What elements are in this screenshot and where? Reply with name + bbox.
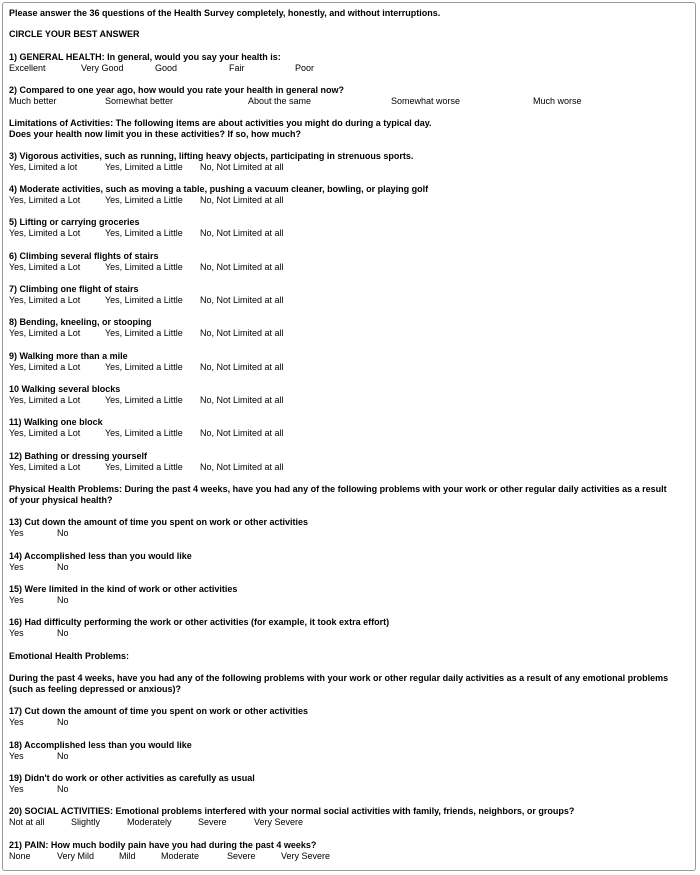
option-limited-a-lot[interactable]: Yes, Limited a Lot	[9, 395, 81, 405]
question-1: 1) GENERAL HEALTH: In general, would you say your health is:	[9, 52, 281, 62]
option-not-limited[interactable]: No, Not Limited at all	[200, 295, 284, 305]
option-excellent[interactable]: Excellent	[9, 63, 46, 73]
option-limited-a-little[interactable]: Yes, Limited a Little	[105, 162, 183, 172]
physical-health-header: Physical Health Problems: During the past 4 weeks, have you had any of the following problems with your work or other regular daily activities as a result of your physical health?	[9, 484, 667, 505]
option-very-severe[interactable]: Very Severe	[254, 817, 304, 827]
option-limited-a-lot[interactable]: Yes, Limited a Lot	[9, 295, 81, 305]
option-mild[interactable]: Mild	[119, 851, 136, 861]
question-4: 4) Moderate activities, such as moving a table, pushing a vacuum cleaner, bowling, or playing golf	[9, 184, 429, 194]
option-not-limited[interactable]: No, Not Limited at all	[200, 195, 284, 205]
question-10: 10 Walking several blocks	[9, 384, 121, 394]
option-yes[interactable]: Yes	[9, 562, 24, 572]
option-not-limited[interactable]: No, Not Limited at all	[200, 328, 284, 338]
question-17: 17) Cut down the amount of time you spent on work or other activities	[9, 706, 309, 716]
option-moderate[interactable]: Moderate	[161, 851, 200, 861]
question-3: 3) Vigorous activities, such as running, lifting heavy objects, participating in strenuous sports.	[9, 151, 414, 161]
limitations-header-line1: Limitations of Activities: The following items are about activities you might do during a typical day.	[9, 118, 432, 128]
option-yes[interactable]: Yes	[9, 717, 24, 727]
question-21: 21) PAIN: How much bodily pain have you had during the past 4 weeks?	[9, 840, 317, 850]
question-11: 11) Walking one block	[9, 417, 103, 427]
question-8: 8) Bending, kneeling, or stooping	[9, 317, 152, 327]
question-15: 15) Were limited in the kind of work or other activities	[9, 584, 238, 594]
option-poor[interactable]: Poor	[295, 63, 315, 73]
intro-text: Please answer the 36 questions of the Health Survey completely, honestly, and without interruptions.	[9, 8, 441, 18]
option-slightly[interactable]: Slightly	[71, 817, 101, 827]
option-yes[interactable]: Yes	[9, 528, 24, 538]
option-limited-a-lot[interactable]: Yes, Limited a Lot	[9, 262, 81, 272]
option-limited-a-lot[interactable]: Yes, Limited a Lot	[9, 195, 81, 205]
option-somewhat-better[interactable]: Somewhat better	[105, 96, 174, 106]
option-severe[interactable]: Severe	[198, 817, 227, 827]
option-limited-a-lot[interactable]: Yes, Limited a Lot	[9, 328, 81, 338]
option-very-severe[interactable]: Very Severe	[281, 851, 331, 861]
option-limited-a-little[interactable]: Yes, Limited a Little	[105, 428, 183, 438]
option-none[interactable]: None	[9, 851, 31, 861]
option-fair[interactable]: Fair	[229, 63, 245, 73]
option-not-limited[interactable]: No, Not Limited at all	[200, 362, 284, 372]
option-no[interactable]: No	[57, 784, 69, 794]
option-limited-a-little[interactable]: Yes, Limited a Little	[105, 462, 183, 472]
question-7: 7) Climbing one flight of stairs	[9, 284, 139, 294]
option-limited-a-lot[interactable]: Yes, Limited a Lot	[9, 362, 81, 372]
option-no[interactable]: No	[57, 717, 69, 727]
option-not-limited[interactable]: No, Not Limited at all	[200, 228, 284, 238]
option-somewhat-worse[interactable]: Somewhat worse	[391, 96, 461, 106]
question-2: 2) Compared to one year ago, how would you rate your health in general now?	[9, 85, 345, 95]
option-moderately[interactable]: Moderately	[127, 817, 172, 827]
question-13: 13) Cut down the amount of time you spent on work or other activities	[9, 517, 309, 527]
question-20: 20) SOCIAL ACTIVITIES: Emotional problems interfered with your normal social activities with family, friends, neighbors, or groups?	[9, 806, 575, 816]
option-limited-a-little[interactable]: Yes, Limited a Little	[105, 228, 183, 238]
option-about-the-same[interactable]: About the same	[248, 96, 312, 106]
question-9: 9) Walking more than a mile	[9, 351, 128, 361]
option-no[interactable]: No	[57, 595, 69, 605]
option-limited-a-lot[interactable]: Yes, Limited a Lot	[9, 228, 81, 238]
question-16: 16) Had difficulty performing the work or other activities (for example, it took extra effort)	[9, 617, 390, 627]
option-not-limited[interactable]: No, Not Limited at all	[200, 262, 284, 272]
option-no[interactable]: No	[57, 528, 69, 538]
option-limited-a-little[interactable]: Yes, Limited a Little	[105, 395, 183, 405]
option-limited-a-lot[interactable]: Yes, Limited a Lot	[9, 462, 81, 472]
option-not-limited[interactable]: No, Not Limited at all	[200, 395, 284, 405]
limitations-header-line2: Does your health now limit you in these activities? If so, how much?	[9, 129, 302, 139]
option-limited-a-little[interactable]: Yes, Limited a Little	[105, 195, 183, 205]
option-much-worse[interactable]: Much worse	[533, 96, 582, 106]
health-survey-form	[2, 2, 696, 871]
instruction-text: CIRCLE YOUR BEST ANSWER	[9, 29, 140, 39]
emotional-health-title: Emotional Health Problems:	[9, 651, 130, 661]
option-limited-a-lot[interactable]: Yes, Limited a lot	[9, 162, 78, 172]
option-limited-a-little[interactable]: Yes, Limited a Little	[105, 295, 183, 305]
question-12: 12) Bathing or dressing yourself	[9, 451, 148, 461]
option-no[interactable]: No	[57, 628, 69, 638]
option-not-at-all[interactable]: Not at all	[9, 817, 45, 827]
question-5: 5) Lifting or carrying groceries	[9, 217, 140, 227]
option-no[interactable]: No	[57, 562, 69, 572]
option-limited-a-little[interactable]: Yes, Limited a Little	[105, 262, 183, 272]
option-not-limited[interactable]: No, Not Limited at all	[200, 462, 284, 472]
option-limited-a-little[interactable]: Yes, Limited a Little	[105, 362, 183, 372]
question-18: 18) Accomplished less than you would like	[9, 740, 192, 750]
option-yes[interactable]: Yes	[9, 784, 24, 794]
option-limited-a-little[interactable]: Yes, Limited a Little	[105, 328, 183, 338]
option-very-mild[interactable]: Very Mild	[57, 851, 95, 861]
option-not-limited[interactable]: No, Not Limited at all	[200, 428, 284, 438]
option-not-limited[interactable]: No, Not Limited at all	[200, 162, 284, 172]
option-yes[interactable]: Yes	[9, 595, 24, 605]
option-yes[interactable]: Yes	[9, 628, 24, 638]
question-19: 19) Didn't do work or other activities as carefully as usual	[9, 773, 255, 783]
question-14: 14) Accomplished less than you would like	[9, 551, 192, 561]
option-yes[interactable]: Yes	[9, 751, 24, 761]
option-no[interactable]: No	[57, 751, 69, 761]
option-limited-a-lot[interactable]: Yes, Limited a Lot	[9, 428, 81, 438]
question-6: 6) Climbing several flights of stairs	[9, 251, 159, 261]
option-good[interactable]: Good	[155, 63, 178, 73]
option-severe[interactable]: Severe	[227, 851, 256, 861]
option-very-good[interactable]: Very Good	[81, 63, 124, 73]
option-much-better[interactable]: Much better	[9, 96, 57, 106]
emotional-health-header: During the past 4 weeks, have you had any of the following problems with your work or other regular daily activities as a result of any emotional problems (such as feeling depressed or anxious)?	[9, 673, 669, 694]
